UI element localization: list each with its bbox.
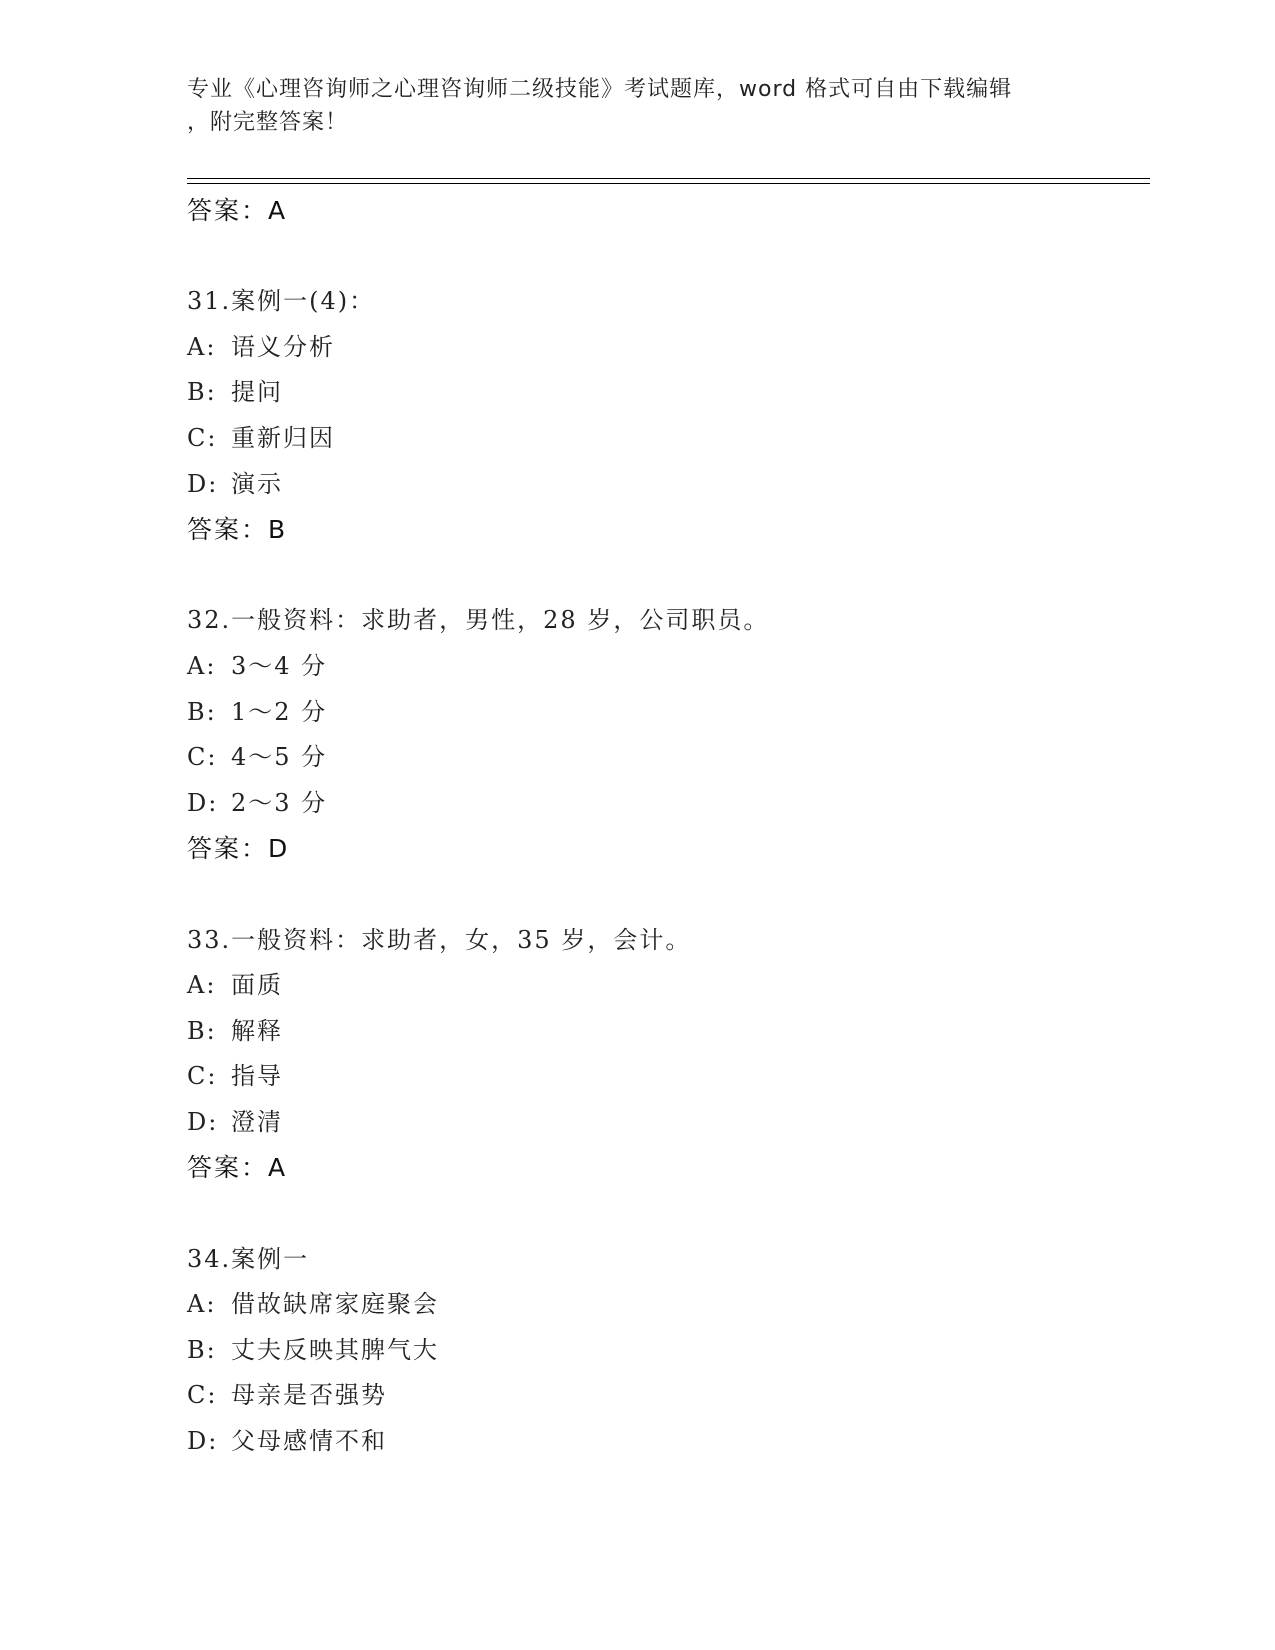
- option-b: [187, 370, 1127, 416]
- question-list: [187, 188, 1127, 1465]
- option-text: 指导: [231, 1062, 283, 1091]
- option-text: 面质: [231, 971, 283, 1000]
- option-a: [187, 325, 1127, 371]
- option-text: 母亲是否强势: [231, 1381, 387, 1410]
- option-text: 丈夫反映其脾气大: [231, 1335, 439, 1364]
- option-key: D:: [187, 469, 219, 498]
- option-text: 2～3 分: [231, 788, 328, 817]
- option-text: 3～4 分: [231, 651, 328, 680]
- option-a: [187, 644, 1127, 690]
- answer-line: 答案：D: [187, 834, 290, 864]
- option-key: D:: [187, 1427, 219, 1456]
- option-key: A:: [187, 971, 217, 1000]
- option-d: [187, 1100, 1127, 1146]
- question-stem: 33.一般资料：求助者，女，35 岁，会计。: [187, 925, 692, 954]
- option-text: 重新归因: [231, 423, 335, 452]
- option-key: B:: [187, 1335, 217, 1364]
- option-key: C:: [187, 1062, 218, 1091]
- option-b: [187, 1328, 1127, 1374]
- option-key: D:: [187, 1107, 219, 1136]
- question-block: [187, 279, 1127, 553]
- option-c: [187, 1373, 1127, 1419]
- question-block: [187, 918, 1127, 1192]
- answer-line: 答案：B: [187, 515, 288, 545]
- question-block: [187, 1237, 1127, 1465]
- spacer: [187, 234, 1127, 280]
- option-text: 提问: [231, 378, 283, 407]
- option-text: 4～5 分: [231, 743, 328, 772]
- option-key: B:: [187, 697, 217, 726]
- option-c: [187, 735, 1127, 781]
- option-text: 澄清: [231, 1107, 283, 1136]
- header-line-2: ，附完整答案！: [187, 110, 349, 135]
- option-text: 父母感情不和: [231, 1427, 387, 1456]
- question-stem: 32.一般资料：求助者，男性，28 岁，公司职员。: [187, 606, 770, 635]
- question-block: [187, 598, 1127, 872]
- question-stem: 34.案例一: [187, 1244, 310, 1273]
- option-c: [187, 1054, 1127, 1100]
- document-header: [187, 73, 1087, 139]
- option-key: C:: [187, 743, 218, 772]
- option-c: [187, 416, 1127, 462]
- option-key: B:: [187, 1016, 217, 1045]
- option-b: [187, 1009, 1127, 1055]
- option-text: 1～2 分: [231, 697, 328, 726]
- option-key: A:: [187, 332, 217, 361]
- option-a: [187, 963, 1127, 1009]
- question-stem: 31.案例一(4)：: [187, 287, 376, 316]
- option-d: [187, 462, 1127, 508]
- answer-line: 答案：A: [187, 1153, 288, 1183]
- header-divider-top: [187, 178, 1150, 179]
- option-key: C:: [187, 1381, 218, 1410]
- spacer: [187, 1191, 1127, 1237]
- answer-line: 答案：A: [187, 196, 288, 225]
- option-d: [187, 1419, 1127, 1465]
- option-b: [187, 690, 1127, 736]
- option-key: B:: [187, 378, 217, 407]
- spacer: [187, 872, 1127, 918]
- option-text: 演示: [231, 469, 283, 498]
- option-a: [187, 1282, 1127, 1328]
- spacer: [187, 553, 1127, 599]
- option-key: A:: [187, 1290, 217, 1319]
- option-d: [187, 781, 1127, 827]
- header-line-1: 专业《心理咨询师之心理咨询师二级技能》考试题库，word 格式可自由下载编辑: [187, 77, 1013, 102]
- option-text: 语义分析: [231, 332, 335, 361]
- option-key: C:: [187, 423, 218, 452]
- option-key: A:: [187, 651, 217, 680]
- header-divider-bottom: [187, 183, 1150, 184]
- option-text: 解释: [231, 1016, 283, 1045]
- option-key: D:: [187, 788, 219, 817]
- option-text: 借故缺席家庭聚会: [231, 1290, 439, 1319]
